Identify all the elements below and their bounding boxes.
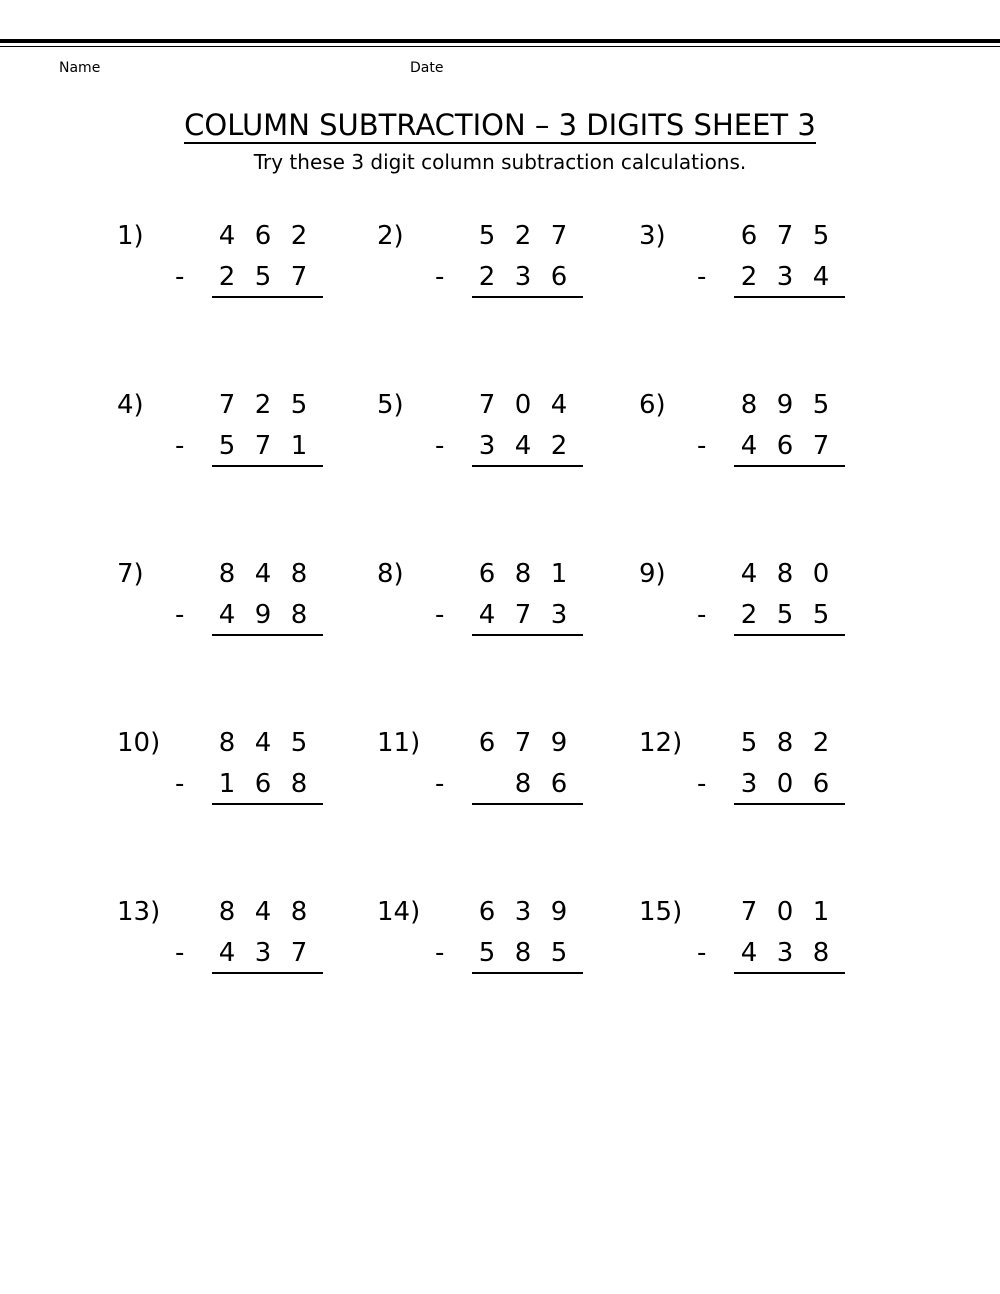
digit: 2 <box>740 262 758 292</box>
problem-number: 9) <box>639 559 666 589</box>
digit: 5 <box>290 728 308 758</box>
top-border-thin <box>0 46 1000 47</box>
digit: 4 <box>218 221 236 251</box>
problem-number: 7) <box>117 559 144 589</box>
answer-line[interactable] <box>734 634 845 636</box>
digit: 5 <box>812 600 830 630</box>
subtraction-problem <box>117 558 377 668</box>
digit: 8 <box>290 769 308 799</box>
digit: 8 <box>514 769 532 799</box>
answer-line[interactable] <box>212 803 323 805</box>
digit: 4 <box>218 600 236 630</box>
minuend <box>472 727 583 759</box>
subtrahend <box>212 599 323 631</box>
minuend <box>212 727 323 759</box>
digit: 6 <box>776 431 794 461</box>
worksheet-instructions: Try these 3 digit column subtraction calculations. <box>253 150 747 174</box>
digit: 7 <box>776 221 794 251</box>
problem-number: 1) <box>117 221 144 251</box>
minus-sign: - <box>175 431 185 461</box>
answer-line[interactable] <box>734 296 845 298</box>
subtraction-problem <box>639 389 899 499</box>
digit: 5 <box>254 262 272 292</box>
answer-line[interactable] <box>472 296 583 298</box>
minus-sign: - <box>697 938 707 968</box>
top-border-thick <box>0 39 1000 43</box>
digit: 3 <box>478 431 496 461</box>
digit: 3 <box>550 600 568 630</box>
digit: 5 <box>478 938 496 968</box>
subtrahend <box>734 261 845 293</box>
digit: 7 <box>812 431 830 461</box>
minus-sign: - <box>697 769 707 799</box>
subtrahend <box>472 261 583 293</box>
minuend <box>734 727 845 759</box>
answer-line[interactable] <box>472 465 583 467</box>
digit: 7 <box>478 390 496 420</box>
name-label: Name <box>59 60 101 76</box>
digit: 2 <box>740 600 758 630</box>
digit: 7 <box>740 897 758 927</box>
minus-sign: - <box>697 262 707 292</box>
answer-line[interactable] <box>472 634 583 636</box>
subtraction-problem <box>377 558 637 668</box>
subtraction-problem <box>117 220 377 330</box>
worksheet-title-text: COLUMN SUBTRACTION – 3 DIGITS SHEET 3 <box>184 108 816 142</box>
minuend <box>212 220 323 252</box>
minuend <box>212 389 323 421</box>
subtraction-problem <box>377 727 637 837</box>
answer-line[interactable] <box>734 465 845 467</box>
minuend <box>472 220 583 252</box>
digit: 6 <box>478 559 496 589</box>
digit: 8 <box>776 559 794 589</box>
problem-number: 13) <box>117 897 161 927</box>
digit: 8 <box>290 600 308 630</box>
digit: 1 <box>550 559 568 589</box>
minus-sign: - <box>435 262 445 292</box>
digit: 5 <box>478 221 496 251</box>
problem-number: 10) <box>117 728 161 758</box>
digit: 5 <box>812 390 830 420</box>
answer-line[interactable] <box>472 803 583 805</box>
digit: 6 <box>254 769 272 799</box>
digit: 6 <box>812 769 830 799</box>
digit: 4 <box>740 559 758 589</box>
digit: 4 <box>740 431 758 461</box>
digit: 3 <box>776 938 794 968</box>
date-label: Date <box>410 60 444 76</box>
digit: 7 <box>290 262 308 292</box>
subtrahend <box>472 599 583 631</box>
problem-number: 12) <box>639 728 683 758</box>
subtraction-problem <box>117 896 377 1006</box>
digit: 6 <box>478 897 496 927</box>
digit: 8 <box>218 728 236 758</box>
digit: 2 <box>254 390 272 420</box>
problem-number: 14) <box>377 897 421 927</box>
problem-number: 2) <box>377 221 404 251</box>
digit: 6 <box>254 221 272 251</box>
digit: 2 <box>218 262 236 292</box>
digit: 5 <box>740 728 758 758</box>
digit: 9 <box>550 897 568 927</box>
problem-number: 3) <box>639 221 666 251</box>
answer-line[interactable] <box>212 465 323 467</box>
digit: 5 <box>776 600 794 630</box>
answer-line[interactable] <box>212 634 323 636</box>
digit: 3 <box>514 262 532 292</box>
subtraction-problem <box>639 896 899 1006</box>
answer-line[interactable] <box>212 972 323 974</box>
problem-number: 11) <box>377 728 421 758</box>
subtrahend <box>212 768 323 800</box>
digit: 3 <box>254 938 272 968</box>
answer-line[interactable] <box>472 972 583 974</box>
digit: 8 <box>218 559 236 589</box>
digit: 8 <box>290 559 308 589</box>
digit: 2 <box>290 221 308 251</box>
digit: 8 <box>776 728 794 758</box>
problem-number: 5) <box>377 390 404 420</box>
minuend <box>212 558 323 590</box>
digit: 5 <box>218 431 236 461</box>
digit: 0 <box>776 769 794 799</box>
subtrahend <box>212 430 323 462</box>
digit: 2 <box>550 431 568 461</box>
minuend <box>472 558 583 590</box>
digit: 7 <box>550 221 568 251</box>
subtrahend <box>472 430 583 462</box>
minuend <box>734 220 845 252</box>
minuend <box>734 389 845 421</box>
digit: 6 <box>478 728 496 758</box>
digit: 0 <box>776 897 794 927</box>
digit: 4 <box>254 728 272 758</box>
digit: 2 <box>478 262 496 292</box>
subtrahend <box>734 430 845 462</box>
problem-number: 4) <box>117 390 144 420</box>
digit: 8 <box>514 559 532 589</box>
answer-line[interactable] <box>734 972 845 974</box>
digit: 9 <box>254 600 272 630</box>
digit: 2 <box>514 221 532 251</box>
digit: 8 <box>740 390 758 420</box>
minuend <box>212 896 323 928</box>
subtraction-problem <box>377 220 637 330</box>
subtrahend <box>734 768 845 800</box>
digit: 4 <box>254 559 272 589</box>
subtraction-problem <box>639 558 899 668</box>
digit: 5 <box>550 938 568 968</box>
digit: 8 <box>218 897 236 927</box>
digit: 1 <box>812 897 830 927</box>
problem-number: 6) <box>639 390 666 420</box>
subtraction-problem <box>639 727 899 837</box>
digit: 2 <box>812 728 830 758</box>
minus-sign: - <box>435 938 445 968</box>
minuend <box>472 389 583 421</box>
digit: 1 <box>218 769 236 799</box>
digit: 4 <box>254 897 272 927</box>
minuend <box>734 896 845 928</box>
digit: 5 <box>812 221 830 251</box>
digit: 3 <box>776 262 794 292</box>
digit: 0 <box>514 390 532 420</box>
minus-sign: - <box>435 431 445 461</box>
digit: 1 <box>290 431 308 461</box>
subtrahend <box>212 261 323 293</box>
subtrahend <box>734 937 845 969</box>
subtraction-problem <box>117 727 377 837</box>
minus-sign: - <box>175 262 185 292</box>
answer-line[interactable] <box>734 803 845 805</box>
minus-sign: - <box>175 600 185 630</box>
subtraction-problem <box>377 389 637 499</box>
digit: 8 <box>514 938 532 968</box>
minus-sign: - <box>435 769 445 799</box>
answer-line[interactable] <box>212 296 323 298</box>
minus-sign: - <box>175 769 185 799</box>
problem-number: 8) <box>377 559 404 589</box>
digit: 3 <box>514 897 532 927</box>
subtraction-problem <box>639 220 899 330</box>
subtrahend <box>472 937 583 969</box>
digit: 9 <box>776 390 794 420</box>
digit: 4 <box>740 938 758 968</box>
digit: 7 <box>290 938 308 968</box>
minus-sign: - <box>697 431 707 461</box>
minuend <box>734 558 845 590</box>
digit: 0 <box>812 559 830 589</box>
digit: 3 <box>740 769 758 799</box>
digit: 5 <box>290 390 308 420</box>
subtraction-problem <box>377 896 637 1006</box>
minus-sign: - <box>435 600 445 630</box>
minus-sign: - <box>175 938 185 968</box>
digit: 6 <box>550 769 568 799</box>
digit: 7 <box>514 728 532 758</box>
digit: 4 <box>514 431 532 461</box>
digit: 4 <box>478 600 496 630</box>
digit: 6 <box>740 221 758 251</box>
digit: 7 <box>254 431 272 461</box>
subtrahend <box>472 768 583 800</box>
subtrahend <box>212 937 323 969</box>
digit: 8 <box>812 938 830 968</box>
digit: 4 <box>812 262 830 292</box>
digit: 9 <box>550 728 568 758</box>
digit: 4 <box>218 938 236 968</box>
subtrahend <box>734 599 845 631</box>
minuend <box>472 896 583 928</box>
digit: 6 <box>550 262 568 292</box>
problem-number: 15) <box>639 897 683 927</box>
digit: 7 <box>514 600 532 630</box>
worksheet-title <box>0 106 1000 144</box>
subtraction-problem <box>117 389 377 499</box>
digit: 7 <box>218 390 236 420</box>
minus-sign: - <box>697 600 707 630</box>
digit: 4 <box>550 390 568 420</box>
digit: 8 <box>290 897 308 927</box>
